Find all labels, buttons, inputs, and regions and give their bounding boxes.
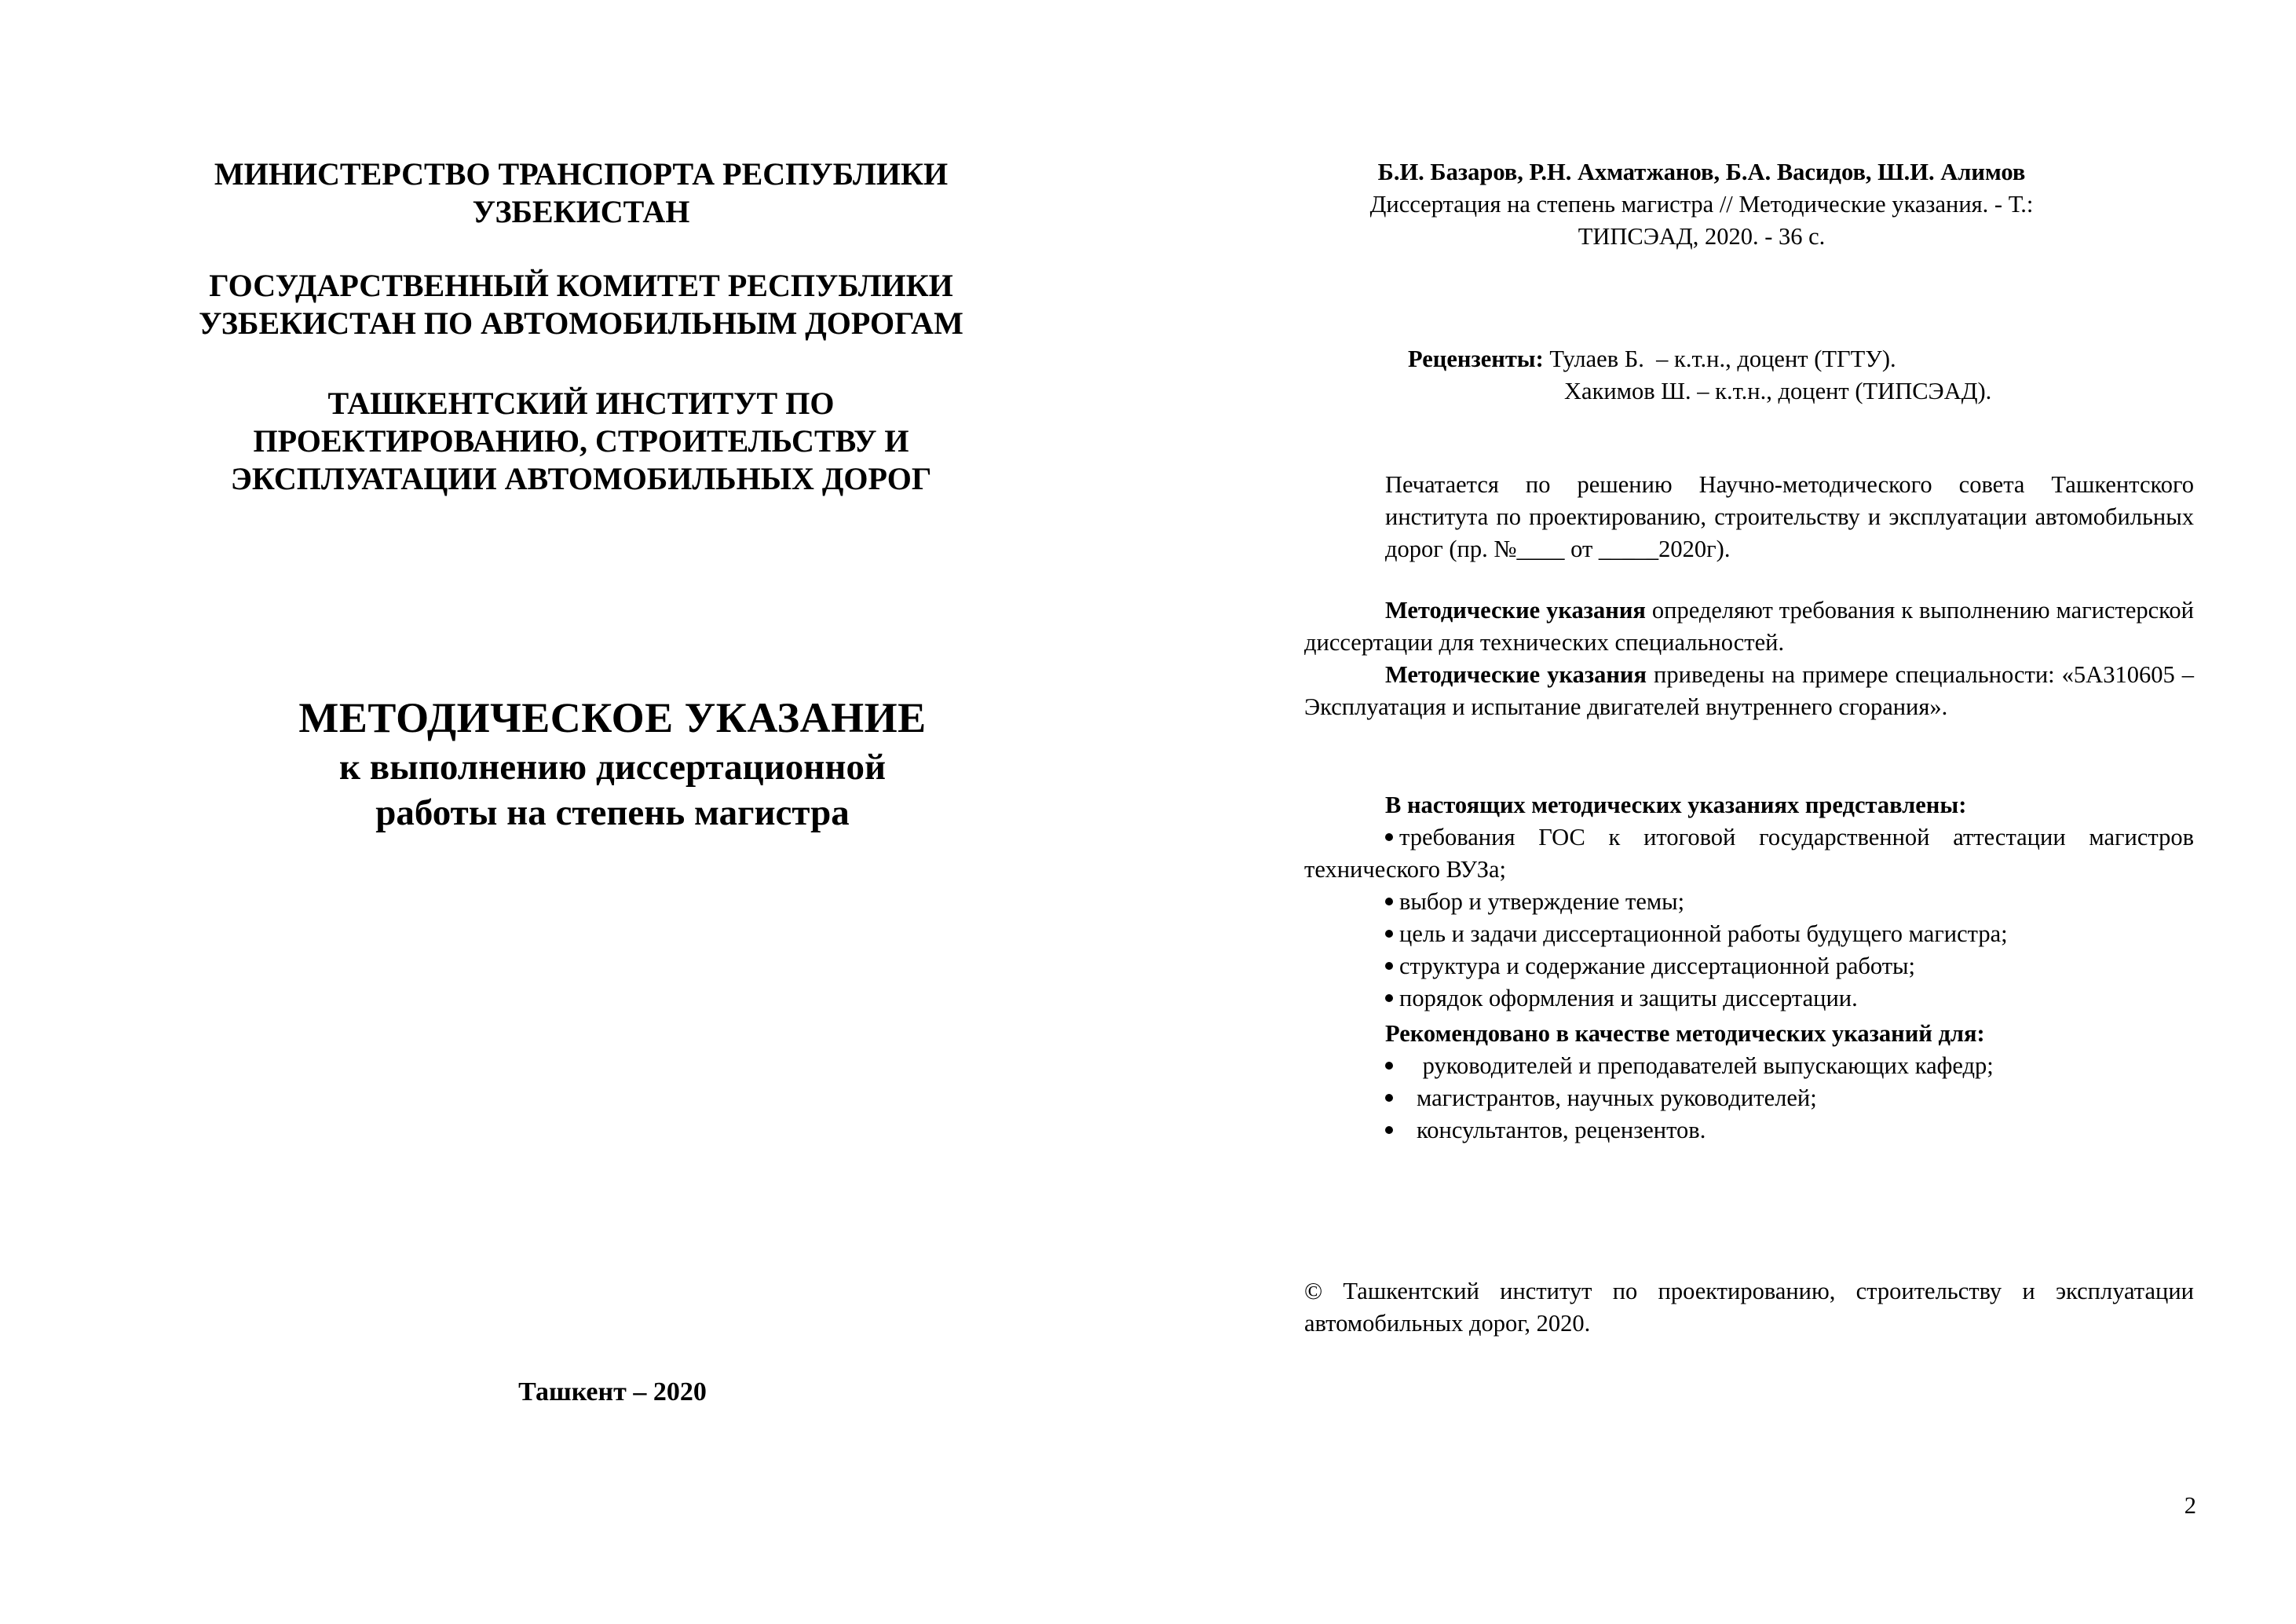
methodic-term: Методические указания bbox=[1385, 597, 1646, 624]
list-item-text: структура и содержание диссертационной работы; bbox=[1399, 953, 1916, 979]
bullet-icon bbox=[1385, 898, 1393, 905]
citation-line: ТИПСЭАД, 2020. - 36 с. bbox=[1578, 223, 1826, 250]
list-item-text: порядок оформления и защиты диссертации. bbox=[1399, 985, 1858, 1011]
list-item-text: цель и задачи диссертационной работы будущего магистра; bbox=[1399, 920, 2008, 947]
contents-list bbox=[1304, 821, 2194, 1015]
institute-heading-line: ПРОЕКТИРОВАНИЮ, СТРОИТЕЛЬСТВУ И bbox=[253, 423, 909, 459]
list-item bbox=[1385, 1082, 2194, 1114]
list-item bbox=[1385, 1114, 2194, 1147]
committee-heading-line: ГОСУДАРСТВЕННЫЙ КОМИТЕТ РЕСПУБЛИКИ bbox=[209, 268, 953, 303]
methodic-paragraph bbox=[1304, 594, 2194, 659]
contents-heading: В настоящих методических указаниях представлены: bbox=[1385, 792, 1967, 818]
citation-line: Диссертация на степень магистра // Методические указания. - Т.: bbox=[1369, 191, 2034, 218]
bullet-icon bbox=[1385, 994, 1393, 1002]
city-year: Ташкент – 2020 bbox=[518, 1377, 707, 1406]
document-subtitle-line: к выполнению диссертационной bbox=[338, 747, 887, 788]
document-title-block bbox=[181, 691, 1044, 836]
document-subtitle-line: работы на степень магистра bbox=[375, 792, 850, 833]
reviewer-row bbox=[1408, 375, 2115, 408]
list-item bbox=[1304, 821, 2194, 886]
list-item bbox=[1304, 886, 2194, 918]
methodic-description bbox=[1304, 594, 2194, 723]
bullet-icon bbox=[1385, 930, 1393, 938]
committee-heading-line: УЗБЕКИСТАН ПО АВТОМОБИЛЬНЫМ ДОРОГАМ bbox=[199, 305, 963, 341]
list-item-text: консультантов, рецензентов. bbox=[1417, 1117, 1706, 1143]
recommended-heading: Рекомендовано в качестве методических указаний для: bbox=[1385, 1020, 1985, 1047]
ministry-heading bbox=[149, 155, 1013, 231]
list-item-text: руководителей и преподавателей выпускающих кафедр; bbox=[1417, 1052, 1994, 1079]
reviewer-row bbox=[1408, 343, 2115, 375]
institute-heading-line: ТАШКЕНТСКИЙ ИНСТИТУТ ПО bbox=[327, 386, 835, 421]
ministry-heading-line: МИНИСТЕРСТВО ТРАНСПОРТА РЕСПУБЛИКИ bbox=[214, 156, 949, 192]
authors: Б.И. Базаров, Р.Н. Ахматжанов, Б.А. Васидов, Ш.И. Алимов bbox=[1377, 159, 2026, 185]
methodic-text: определяют требования к выполнению магистерской диссертации для технических специальностей. bbox=[1304, 597, 2194, 656]
reviewers-block bbox=[1408, 343, 2115, 408]
list-item-text: магистрантов, научных руководителей; bbox=[1417, 1084, 1817, 1111]
bullet-icon bbox=[1385, 1062, 1393, 1070]
list-item bbox=[1304, 982, 2194, 1015]
list-item-text: выбор и утверждение темы; bbox=[1399, 888, 1685, 915]
right-page bbox=[1148, 0, 2296, 1624]
list-item bbox=[1385, 1050, 2194, 1082]
recommended-list bbox=[1385, 1050, 2194, 1147]
institute-heading bbox=[149, 385, 1013, 498]
document-title: МЕТОДИЧЕСКОЕ УКАЗАНИЕ bbox=[298, 694, 927, 741]
list-item bbox=[1304, 918, 2194, 950]
bibliographic-block bbox=[1329, 156, 2075, 253]
bullet-icon bbox=[1385, 962, 1393, 970]
bullet-icon bbox=[1385, 1094, 1393, 1102]
institute-heading-line: ЭКСПЛУАТАЦИИ АВТОМОБИЛЬНЫХ ДОРОГ bbox=[230, 461, 932, 496]
reviewers-label: Рецензенты: bbox=[1408, 346, 1544, 372]
reviewer-entry: Хакимов Ш. – к.т.н., доцент (ТИПСЭАД). bbox=[1564, 378, 1992, 404]
committee-heading bbox=[149, 267, 1013, 342]
reviewer-entry: Тулаев Б. – к.т.н., доцент (ТГТУ). bbox=[1549, 346, 1896, 372]
publication-approval-note: Печатается по решению Научно-методического совета Ташкентского института по проектированию, строительству и эксплуатации автомобильных дорог (пр. №____ от _____2020г). bbox=[1385, 471, 2194, 562]
ministry-heading-line: УЗБЕКИСТАН bbox=[472, 194, 690, 229]
copyright-notice: © Ташкентский институт по проектированию, строительству и эксплуатации автомобильных дорог, 2020. bbox=[1304, 1278, 2194, 1337]
methodic-text: приведены на примере специальности: «5А310605 – Эксплуатация и испытание двигателей внутреннего сгорания». bbox=[1304, 661, 2194, 720]
list-item bbox=[1304, 950, 2194, 982]
methodic-term: Методические указания bbox=[1385, 661, 1647, 688]
bullet-icon bbox=[1385, 1126, 1393, 1134]
bullet-icon bbox=[1385, 833, 1393, 841]
page-number: 2 bbox=[2184, 1492, 2196, 1519]
list-item-text: требования ГОС к итоговой государственной аттестации магистров технического ВУЗа; bbox=[1304, 824, 2194, 883]
methodic-paragraph bbox=[1304, 659, 2194, 723]
